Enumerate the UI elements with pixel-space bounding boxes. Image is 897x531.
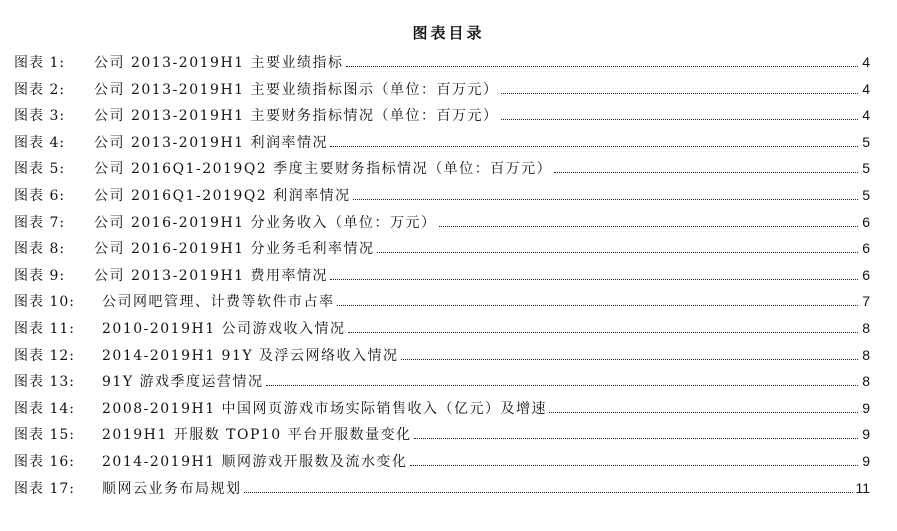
toc-entry-text: 公司 2013-2019H1 利润率情况 [94,134,329,151]
toc-entry-text: 公司 2013-2019H1 主要财务指标情况（单位：百万元） [94,108,499,125]
toc-entry-13[interactable] [14,371,870,398]
toc-entry-10[interactable] [14,291,870,318]
toc-entry-label: 图表 3: [14,108,66,125]
toc-entry-page: 4 [862,107,870,124]
dot-leader [554,172,858,173]
toc-entry-page: 4 [862,80,870,97]
toc-entry-label: 图表 10: [14,294,75,311]
toc-entry-text: 2010-2019H1 公司游戏收入情况 [102,320,346,337]
toc-entry-label: 图表 11: [14,320,75,337]
toc-entry-15[interactable] [14,424,870,451]
toc-entry-label: 图表 5: [14,161,66,178]
toc-entry-6[interactable] [14,185,870,212]
toc-entry-12[interactable] [14,345,870,372]
toc-entry-text: 公司 2013-2019H1 主要业绩指标图示（单位：百万元） [94,81,499,98]
dot-leader [439,226,858,227]
toc-entry-16[interactable] [14,451,870,478]
toc-entry-page: 5 [862,186,870,203]
dot-leader [330,146,858,147]
toc-entry-label: 图表 2: [14,81,66,98]
toc-entry-page: 8 [862,346,870,363]
toc-entry-text: 公司 2013-2019H1 费用率情况 [94,267,329,284]
toc-entry-text: 2014-2019H1 顺网游戏开服数及流水变化 [102,453,408,470]
toc-entry-7[interactable] [14,212,870,239]
toc-entry-page: 9 [862,452,870,469]
toc-entry-1[interactable] [14,52,870,79]
dot-leader [337,305,859,306]
dot-leader [348,332,858,333]
toc-entry-page: 8 [862,319,870,336]
toc-entry-text: 公司 2016Q1-2019Q2 季度主要财务指标情况（单位：百万元） [94,161,553,178]
dot-leader [410,465,858,466]
toc-entry-text: 2014-2019H1 91Y 及浮云网络收入情况 [102,347,399,364]
toc-entry-label: 图表 6: [14,187,66,204]
toc-entry-text: 公司 2016-2019H1 分业务毛利率情况 [94,241,375,258]
toc-entry-3[interactable] [14,105,870,132]
toc-entry-page: 9 [862,399,870,416]
dot-leader [414,438,858,439]
toc-entry-label: 图表 4: [14,134,66,151]
dot-leader [353,199,858,200]
toc-entry-8[interactable] [14,238,870,265]
toc-entry-page: 6 [862,213,870,230]
toc-entry-label: 图表 13: [14,374,75,391]
toc-entry-17[interactable] [14,478,870,505]
toc-entry-label: 图表 8: [14,241,66,258]
toc-entry-page: 11 [855,479,870,496]
toc-entry-label: 图表 1: [14,55,66,71]
toc-entry-9[interactable] [14,265,870,292]
dot-leader [501,119,858,120]
toc-entry-text: 公司 2013-2019H1 主要业绩指标 [94,55,344,71]
toc-entry-label: 图表 12: [14,347,75,364]
toc-entry-text: 公司 2016Q1-2019Q2 利润率情况 [94,187,351,204]
toc-entry-text: 顺网云业务布局规划 [102,480,242,497]
toc-entry-2[interactable] [14,79,870,106]
toc-entry-page: 6 [862,266,870,283]
dot-leader [401,359,858,360]
toc-entry-5[interactable] [14,158,870,185]
dot-leader [266,385,858,386]
toc-entry-page: 5 [862,133,870,150]
toc-list [14,52,870,504]
dot-leader [501,93,858,94]
dot-leader [330,279,858,280]
dot-leader [244,492,854,493]
toc-entry-text: 2008-2019H1 中国网页游戏市场实际销售收入（亿元）及增速 [102,400,548,417]
toc-entry-4[interactable] [14,132,870,159]
toc-entry-page: 5 [862,160,870,177]
toc-entry-label: 图表 15: [14,427,75,444]
toc-entry-text: 91Y 游戏季度运营情况 [102,374,264,391]
toc-entry-text: 2019H1 开服数 TOP10 平台开服数量变化 [102,427,412,444]
toc-entry-page: 6 [862,240,870,257]
toc-entry-label: 图表 14: [14,400,75,417]
toc-entry-label: 图表 16: [14,453,75,470]
toc-entry-page: 7 [862,293,870,310]
toc-entry-label: 图表 17: [14,480,75,497]
toc-title: 图表目录 [412,24,485,42]
toc-entry-11[interactable] [14,318,870,345]
toc-entry-label: 图表 7: [14,214,66,231]
toc-entry-page: 4 [862,54,870,70]
toc-entry-text: 公司 2016-2019H1 分业务收入（单位：万元） [94,214,437,231]
toc-entry-page: 9 [862,426,870,443]
toc-entry-label: 图表 9: [14,267,66,284]
dot-leader [549,412,858,413]
toc-entry-text: 公司网吧管理、计费等软件市占率 [102,294,335,311]
toc-entry-page: 8 [862,373,870,390]
dot-leader [377,252,858,253]
dot-leader [346,66,858,67]
toc-entry-14[interactable] [14,398,870,425]
